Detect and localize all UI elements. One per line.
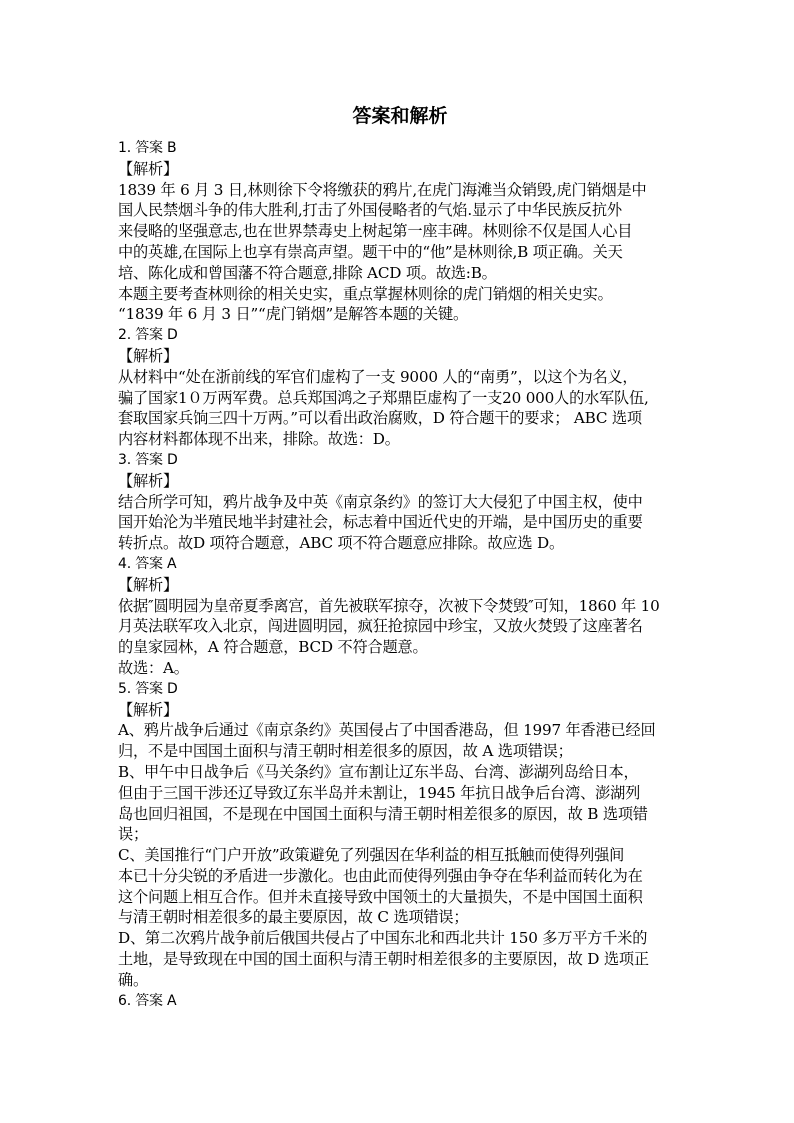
answer-block xyxy=(118,450,682,554)
analysis-text-line: 本已十分尖锐的矛盾进一步激化。也由此而使得列强由争夺在华利益而转化为在 xyxy=(118,866,643,885)
analysis-text-line: 内容材料都体现不出来，排除。故选：D。 xyxy=(118,430,400,449)
analysis-label: 【解析】 xyxy=(118,346,178,365)
analysis-text-line: 结合所学可知，鸦片战争及中英《南京条约》的签订大大侵犯了中国主权，使中 xyxy=(118,492,643,511)
answer-block xyxy=(118,991,682,1012)
answer-block xyxy=(118,138,682,325)
analysis-text-line: A、鸦片战争后通过《南京条约》英国侵占了中国香港岛，但 1997 年香港已经回 xyxy=(118,721,656,740)
analysis-text-line: 月英法联军攻入北京，闯进圆明园，疯狂抢掠园中珍宝，又放火焚毁了这座著名 xyxy=(118,617,643,636)
analysis-text-line: 但由于三国干涉还辽导致辽东半岛并未割让，1945 年抗日战争后台湾、澎湖列 xyxy=(118,783,641,802)
answer-line: 1. 答案 B xyxy=(118,140,177,156)
analysis-text-line: 与清王朝时相差很多的最主要原因，故 C 选项错误； xyxy=(118,908,469,927)
answer-line: 2. 答案 D xyxy=(118,327,178,344)
page-title: 答案和解析 xyxy=(352,105,448,127)
analysis-text-line: 1839 年 6 月 3 日,林则徐下令将缴获的鸦片,在虎门海滩当众销毁,虎门销烟是中 xyxy=(118,180,647,199)
analysis-text-line: 误； xyxy=(118,825,148,844)
analysis-text-line: B、甲午中日战争后《马关条约》宣布割让辽东半岛、台湾、澎湖列岛给日本， xyxy=(118,762,639,781)
answer-block xyxy=(118,325,682,450)
analysis-text-line: 归，不是中国国土面积与清王朝时相差很多的原因，故 A 选项错误； xyxy=(118,742,573,761)
answer-list xyxy=(118,138,682,1011)
analysis-label: 【解析】 xyxy=(118,575,178,594)
analysis-text-line: 本题主要考查林则徐的相关史实，重点掌握林则徐的虎门销烟的相关史实。 xyxy=(118,284,613,303)
analysis-label: 【解析】 xyxy=(118,471,178,490)
analysis-text-line: 国开始沦为半殖民地半封建社会，标志着中国近代史的开端，是中国历史的重要 xyxy=(118,513,643,532)
answer-block xyxy=(118,554,682,679)
answer-line: 3. 答案 D xyxy=(118,451,178,468)
analysis-text-line: 中的英雄,在国际上也享有崇高声望。题干中的“他”是林则徐,B 项正确。关天 xyxy=(118,242,623,261)
analysis-text-line: 从材料中“处在浙前线的军官们虚构了一支 9000 人的“南勇”，以这个为名义， xyxy=(118,367,638,386)
analysis-text-line: 国人民禁烟斗争的伟大胜利,打击了外国侵略者的气焰.显示了中华民族反抗外 xyxy=(118,201,622,220)
answer-line: 4. 答案 A xyxy=(118,555,177,572)
analysis-text-line: 的皇家园林，A 符合题意，BCD 不符合题意。 xyxy=(118,638,428,657)
analysis-text-line: 依据″圆明园为皇帝夏季离宫，首先被联军掠夺，次被下令焚毁″可知，1860 年 10 xyxy=(118,596,660,615)
analysis-text-line: D、第二次鸦片战争前后俄国共侵占了中国东北和西北共计 150 多万平方千米的 xyxy=(118,929,648,948)
analysis-text-line: 套取国家兵饷三四十万两。”可以看出政治腐败，D 符合题干的要求； ABC 选项 xyxy=(118,409,642,428)
analysis-text-line: C、美国推行“门户开放”政策避免了列强因在华利益的相互抵触而使得列强间 xyxy=(118,846,625,865)
analysis-text-line: 骗了国家1０万两军费。总兵郑国鸿之子郑鼎臣虚构了一支20 000人的水军队伍, xyxy=(118,388,649,407)
analysis-text-line: 培、陈化成和曾国藩不符合题意,排除 ACD 项。故选:B。 xyxy=(118,263,497,282)
document-page xyxy=(118,104,682,1011)
answer-line: 5. 答案 D xyxy=(118,680,178,697)
analysis-text-line: 这个问题上相互合作。但并未直接导致中国领土的大量损失，不是中国国土面积 xyxy=(118,887,643,906)
analysis-text-line: 转折点。故D 项符合题意，ABC 项不符合题意应排除。故应选 D。 xyxy=(118,534,564,553)
answer-block xyxy=(118,679,682,991)
analysis-text-line: 岛也回归祖国，不是现在中国国土面积与清王朝时相差很多的原因，故 B 选项错 xyxy=(118,804,648,823)
analysis-text-line: 故选：A。 xyxy=(118,658,189,677)
analysis-text-line: “1839 年 6 月 3 日”“虎门销烟”是解答本题的关键。 xyxy=(118,305,468,324)
analysis-text-line: 土地，是导致现在中国的国土面积与清王朝时相差很多的主要原因，故 D 选项正 xyxy=(118,950,649,969)
analysis-label: 【解析】 xyxy=(118,700,178,719)
analysis-text-line: 确。 xyxy=(118,970,148,989)
analysis-text-line: 来侵略的坚强意志,也在世界禁毒史上树起第一座丰碑。林则徐不仅是国人心目 xyxy=(118,222,633,241)
answer-line: 6. 答案 A xyxy=(118,992,177,1009)
analysis-label: 【解析】 xyxy=(118,159,178,178)
